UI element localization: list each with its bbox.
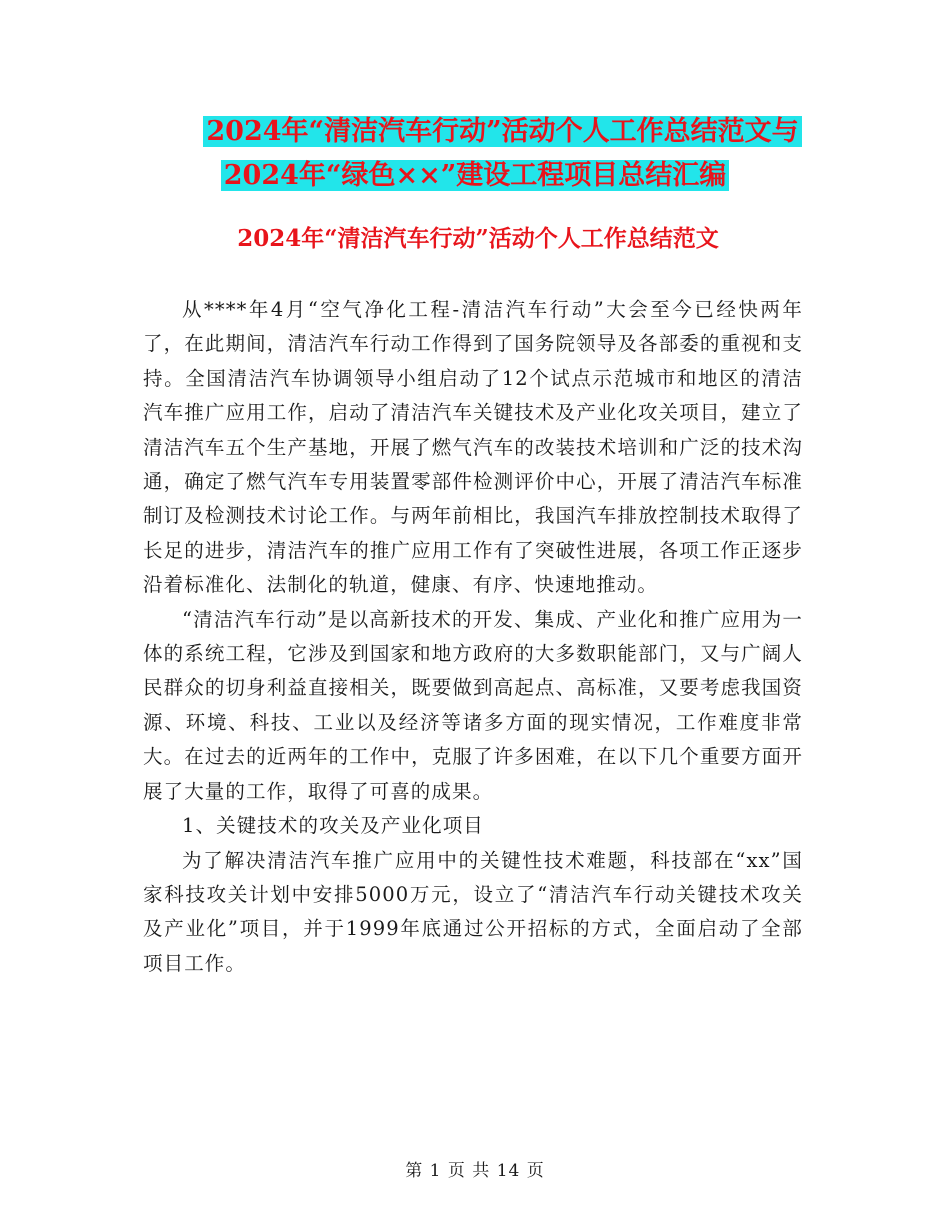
section-heading-1: 1、关键技术的攻关及产业化项目 (182, 814, 484, 838)
paragraph-3: 为了解决清洁汽车推广应用中的关键性技术难题，科技部在“xx”国家科技攻关计划中安排5000万元，设立了“清洁汽车行动关键技术攻关及产业化”项目，并于1999年底通过公开招标的方式，全面启动了全部项目工作。 (143, 848, 803, 975)
document-title (0, 110, 950, 198)
title-line-2 (0, 154, 950, 198)
document-body (143, 293, 803, 981)
title-line-2-text: 2024年“绿色××”建设工程项目总结汇编 (221, 160, 729, 191)
title-line-1-text: 2024年“清洁汽车行动”活动个人工作总结范文与 (203, 116, 801, 147)
paragraph-1: 从****年4月“空气净化工程-清洁汽车行动”大会至今已经快两年了，在此期间，清洁汽车行动工作得到了国务院领导及各部委的重视和支持。全国清洁汽车协调领导小组启动了12个试点示范城市和地区的清洁汽车推广应用工作，启动了清洁汽车关键技术及产业化攻关项目，建立了清洁汽车五个生产基地，开展了燃气汽车的改装技术培训和广泛的技术沟通，确定了燃气汽车专用装置零部件检测评价中心，开展了清洁汽车标准制订及检测技术讨论工作。与两年前相比，我国汽车排放控制技术取得了长足的进步，清洁汽车的推广应用工作有了突破性进展，各项工作正逐步沿着标准化、法制化的轨道，健康、有序、快速地推动。 (143, 298, 803, 597)
title-line-1 (0, 110, 950, 154)
page-number-footer: 第 1 页 共 14 页 (405, 1161, 545, 1181)
section-title: 2024年“清洁汽车行动”活动个人工作总结范文 (237, 225, 719, 252)
paragraph-2: “清洁汽车行动”是以高新技术的开发、集成、产业化和推广应用为一体的系统工程，它涉及到国家和地方政府的大多数职能部门，又与广阔人民群众的切身利益直接相关，既要做到高起点、高标准，又要考虑我国资源、环境、科技、工业以及经济等诸多方面的现实情况，工作难度非常大。在过去的近两年的工作中，克服了许多困难，在以下几个重要方面开展了大量的工作，取得了可喜的成果。 (143, 607, 803, 803)
